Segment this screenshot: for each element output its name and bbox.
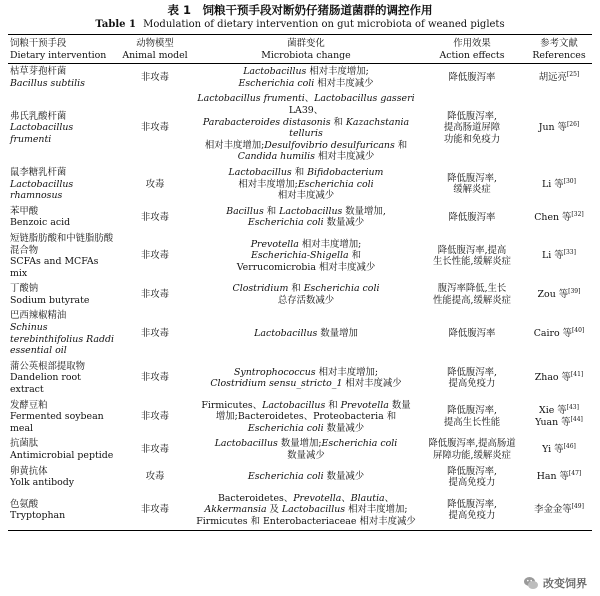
header-microbiota-change: 菌群变化 Microbiota change [261,38,351,61]
cell-animal-model: 非攻毒 [140,71,170,83]
cell-animal-model: 非攻毒 [140,289,170,301]
table-row [8,281,592,308]
table-label: Table 1 [95,19,136,30]
cell-animal-model: 非攻毒 [140,411,170,423]
table-body [8,64,592,530]
cell-reference: 胡远亮[25] [538,70,580,83]
header-action-effects: 作用效果 Action effects [439,38,505,61]
cell-intervention: 发酵豆粕 Fermented soybean meal [10,399,104,434]
cell-microbiota-change: Escherichia coli 数量减少 [247,471,365,483]
cell-intervention: 抗菌肽 Antimicrobial peptide [10,438,114,461]
table-header-row [8,35,592,64]
table-title-en: Modulation of dietary intervention on gut microbiota of weaned piglets [143,19,505,30]
cell-intervention: 色氨酸 Tryptophan [10,498,66,522]
watermark [520,574,590,592]
header-intervention: 饲粮干预手段 Dietary intervention [10,38,107,61]
cell-animal-model: 非攻毒 [140,250,170,262]
cell-microbiota-change: Lactobacillus frumenti、Lactobacillus gasseri LA39、 Parabacteroides distasonis 和 Kazachstania telluris 相对丰度增加;Desulfovibrio desulfuricans 和 Candida humilis 相对丰度减少 [197,93,415,163]
table-row [8,359,592,398]
cell-reference: Yi 等[46] [542,443,576,456]
cell-microbiota-change: Bacteroidetes、Prevotella、Blautia、 Akkermansia 及 Lactobacillus 相对丰度增加; Firmicutes 和 Enterobacteriaceae 相对丰度减少 [196,492,416,527]
cell-action-effects: 降低腹泻率, 提高肠道屏障 功能和免疫力 [443,110,501,145]
cell-microbiota-change: Bacillus 和 Lactobacillus 数量增加, Escherichia coli 数量减少 [226,205,386,229]
table-row [8,165,592,204]
cell-intervention: 短链脂肪酸和中链脂肪酸混合物 SCFAs and MCFAs mix [10,232,114,279]
wechat-icon [523,575,539,591]
cell-intervention: 巴西辣椒精油 Schinus terebinthifolius Raddi essential oil [10,310,114,357]
table-row [8,308,592,358]
cell-animal-model: 非攻毒 [140,444,170,456]
cell-animal-model: 非攻毒 [140,122,170,134]
cell-reference: Zhao 等[41] [534,371,584,384]
cell-microbiota-change: Lactobacillus 数量增加;Escherichia coli 数量减少 [214,438,398,461]
cell-action-effects: 降低腹泻率 [448,71,496,83]
table-row [8,64,592,92]
table-row [8,91,592,165]
table-row [8,491,592,530]
cell-action-effects: 降低腹泻率,提高 生长性能,缓解炎症 [433,244,511,268]
cell-reference: 李金金等[49] [534,503,584,516]
table-caption-cn: 表 1 饲粮干预手段对断奶仔猪肠道菌群的调控作用 [167,3,433,17]
table-row [8,204,592,231]
cell-animal-model: 非攻毒 [140,211,170,223]
cell-reference: Xie 等[43] Yuan 等[44] [535,404,583,429]
cell-intervention: 卵黄抗体 Yolk antibody [10,465,75,489]
cell-microbiota-change: Clostridium 和 Escherichia coli 总存活数减少 [232,283,380,306]
cell-action-effects: 降低腹泻率, 提高免疫力 [447,465,497,489]
cell-reference: Zou 等[39] [537,287,581,301]
cell-intervention: 弗氏乳酸杆菌 Lactobacillus frumenti [10,110,74,145]
cell-action-effects: 降低腹泻率 [448,211,496,223]
cell-animal-model: 非攻毒 [140,327,170,339]
cell-intervention: 苯甲酸 Benzoic acid [10,205,71,229]
table-row [8,436,592,463]
cell-reference: Jun 等[26] [538,121,580,134]
cell-reference: Li 等[30] [542,177,576,190]
header-animal-model: 动物模型 Animal model [122,38,188,61]
cell-action-effects: 降低腹泻率,提高肠道 屏障功能,缓解炎症 [428,438,516,461]
cell-action-effects: 降低腹泻率 [448,327,496,339]
cell-action-effects: 降低腹泻率, 提高免疫力 [447,366,497,390]
cell-animal-model: 非攻毒 [140,504,170,516]
cell-microbiota-change: Lactobacillus 相对丰度增加; Escherichia coli 相对丰度减少 [238,66,374,89]
table-caption-en [8,18,592,32]
cell-microbiota-change: Lactobacillus 和 Bifidobacterium 相对丰度增加;Escherichia coli 相对丰度减少 [228,166,384,202]
cell-action-effects: 腹泻率降低,生长 性能提高,缓解炎症 [433,283,511,306]
cell-action-effects: 降低腹泻率, 缓解炎症 [447,172,497,196]
table-row [8,464,592,491]
cell-action-effects: 降低腹泻率, 提高生长性能 [443,405,501,429]
microbiota-table [8,34,592,531]
cell-microbiota-change: Syntrophococcus 相对丰度增加; Clostridium sensu_stricto_1 相对丰度减少 [210,366,402,390]
cell-intervention: 枯草芽孢杆菌 Bacillus subtilis [10,66,85,89]
cell-reference: Cairo 等[40] [533,326,585,339]
cell-reference: Han 等[47] [536,470,582,483]
cell-intervention: 鼠李糖乳杆菌 Lactobacillus rhamnosus [10,166,74,202]
header-references: 参考文献 References [532,38,586,61]
table-row [8,231,592,281]
cell-animal-model: 非攻毒 [140,372,170,384]
cell-microbiota-change: Firmicutes、Lactobacillus 和 Prevotella 数量 增加;Bacteroidetes、Proteobacteria 和 Escherichia coli 数量减少 [201,399,411,434]
cell-action-effects: 降低腹泻率, 提高免疫力 [447,498,497,522]
table-row [8,398,592,437]
cell-intervention: 蒲公英根部提取物 Dandelion root extract [10,360,86,396]
cell-microbiota-change: Prevotella 相对丰度增加; Escherichia-Shigella 和 Verrucomicrobia 相对丰度减少 [236,238,376,273]
cell-animal-model: 攻毒 [145,178,165,190]
cell-reference: Chen 等[32] [534,210,584,223]
cell-intervention: 丁酸钠 Sodium butyrate [10,283,90,306]
watermark-text: 改变饲界 [543,577,587,590]
cell-reference: Li 等[33] [542,249,576,262]
cell-microbiota-change: Lactobacillus 数量增加 [254,327,358,339]
cell-animal-model: 攻毒 [145,471,165,483]
